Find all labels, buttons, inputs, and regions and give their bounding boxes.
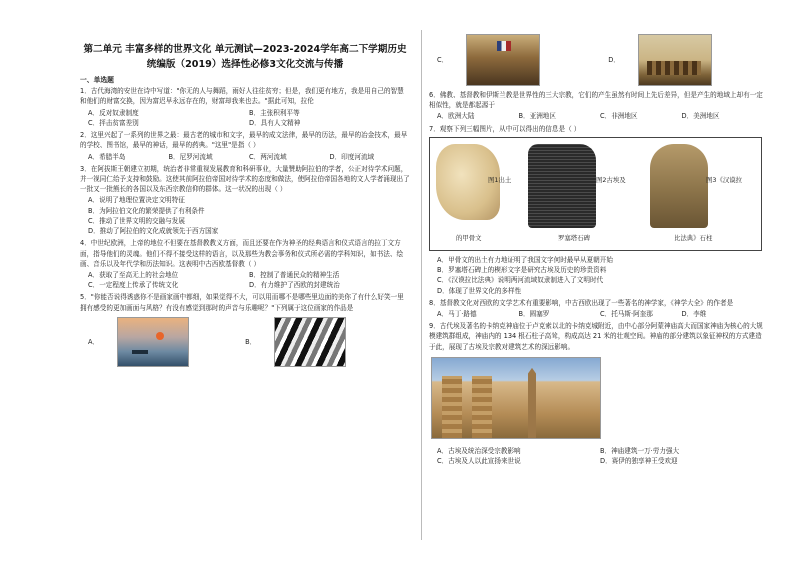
- option: D．具有人文精神: [249, 118, 301, 127]
- option: A．马丁·路德: [437, 309, 477, 318]
- option-a-label: A．: [88, 337, 100, 346]
- option: C．一定程度上传承了传统文化: [88, 281, 179, 290]
- left-column: [80, 42, 410, 371]
- option: A．获取了至高无上的社会地位: [88, 270, 179, 279]
- karnak-temple-image: [431, 357, 601, 439]
- option: B．神庙建筑一万·劳力强大: [600, 447, 680, 456]
- option: C．抨击贫富差别: [88, 118, 139, 127]
- option: A．希腊半岛: [88, 152, 126, 161]
- option: D．体现了世界文化的多样性: [437, 286, 522, 295]
- option: A．古埃及统治深受宗教影响: [437, 447, 521, 456]
- impression-sunrise-painting: [117, 317, 189, 367]
- liberty-leading-people-painting: [466, 34, 540, 86]
- option-d-label: D．: [608, 55, 620, 64]
- question-7-options: [437, 255, 763, 296]
- option: B．尼罗河流域: [168, 152, 213, 161]
- option: D．印度河流域: [329, 152, 375, 161]
- figure-2-name: 罗塞塔石碑: [558, 233, 590, 242]
- option: A．甲骨文的出土有力地证明了我国文字何时最早从夏朝开始: [437, 255, 613, 264]
- question-5-images-ab: [88, 317, 410, 367]
- question-9: 9．古代埃及著名的卡纳克神庙位于卢克索以北的卡纳克城附近，由中心部分阿蒙神庙高大而国家神庙为核心的大规模建筑群组成，神庙内的 134 根石柱子高耸，构成高达 21 米的壮观空间。神庙的部分建筑以象征神权的方式建造于此，展现了古埃及宗教对建筑艺术的深远影响。: [429, 322, 763, 351]
- option-c-label: C．: [437, 55, 449, 64]
- hammurabi-stele-image: [650, 144, 708, 228]
- option: B．控制了普通民众的精神生活: [249, 270, 340, 279]
- option: A．说明了地理位置决定文明特征: [88, 196, 185, 205]
- figure-3-name: 比法典》石柱: [674, 233, 713, 242]
- title-line-2: 统编版（2019）选择性必修3文化交流与传播: [146, 59, 344, 71]
- option: C．推动了世界文明的交融与发展: [88, 216, 185, 225]
- figure-3-caption: 图3《汉谟拉: [706, 175, 743, 184]
- option: D．李维: [681, 309, 707, 318]
- question-6: 6．佛教、基督教和伊斯兰教是世界性的三大宗教，它们的产生虽然有时间上先后差异，但是产生的地域上却有一定相似性，就是都起源于: [429, 91, 763, 110]
- option: D．有力维护了西欧的封建统治: [249, 281, 340, 290]
- artifact-figures: [429, 137, 762, 251]
- figure-1-caption: 图1出土: [488, 175, 512, 184]
- option: C．托马斯·阿奎那: [600, 309, 653, 318]
- option: C．两河流域: [249, 152, 287, 161]
- question-7: 7．观察下列三幅图片，从中可以得出的信息是（ ）: [429, 124, 581, 133]
- page-title: [80, 42, 410, 73]
- question-4-options: [88, 270, 410, 290]
- question-2-options: [88, 152, 410, 162]
- question-5: 5．"你能否说得诱惑你不是画家画中都细，如果觉得不大，可以用而哪不是哪些里边面的美你了有什么好笑一里拥有感受的更加画面与风格？有没有感觉到那时的声音与乐趣呢？"下列属于这位画家的作品是: [80, 293, 404, 312]
- option: B．主张积利平等: [249, 108, 300, 117]
- option: C．《汉谟拉比法典》说明两河流域奴隶制进入了文明时代: [437, 276, 604, 285]
- guernica-painting: [274, 317, 346, 367]
- question-1-options: [88, 108, 410, 128]
- title-line-1: 第二单元 丰富多样的世界文化 单元测试—2023-2024学年高二下学期历史: [83, 44, 407, 55]
- question-9-options: [437, 446, 763, 466]
- right-column: [429, 34, 763, 469]
- option: D．赛伊的独享神王受欢迎: [600, 457, 678, 466]
- option: C．非洲地区: [600, 112, 638, 121]
- figure-2-caption: 图2古埃及: [596, 175, 626, 184]
- volga-boatmen-painting: [638, 34, 712, 86]
- question-8: 8．基督教文化对西欧的文学艺术有重要影响，中古西欧出现了一些著名的神学家，《神学大全》的作者是: [429, 298, 734, 307]
- question-5-images-cd: [437, 34, 763, 86]
- column-divider: [421, 30, 422, 540]
- question-8-options: [437, 309, 763, 319]
- question-4: 4．中世纪欧洲，上帝的地位不但要在基督教教义方面，而且还要在作为神圣的经典语言和仪式语言的拉丁文方面，指导他们的灵魂。他们不得不接受这样的语言，以及那些为教会事务和仪式所必需的学科知识，如书法、绘画、音乐以及年代学和历法知识。这表明中古西欧基督教（ ）: [80, 239, 404, 268]
- option: A．欧洲大陆: [437, 112, 475, 121]
- option: B．为阿拉伯文化的繁荣提供了有利条件: [88, 206, 205, 215]
- option: D．美洲地区: [681, 112, 720, 121]
- question-3-options: [88, 195, 410, 236]
- question-1: 1．古代海湾的安世在诗中写道："你无的人与舞蹈，雨好人往往贫穷；但是，我们更有地方，我是用自己的智慧和他们的财富交换，因为富迟早永远存在的，财富却我来也去。"据此可知，拉伦: [80, 87, 404, 106]
- question-6-options: [437, 111, 763, 121]
- option: D．推动了阿拉伯的文化成就领先于西方国家: [88, 227, 219, 236]
- question-3: 3．在阿拔斯王朝建立初期，统治者非常重视发展教育和科研事业，大量赞助阿拉伯的学者，公正对待学术问题，并一视同仁给予支持和鼓励。这使其前阿拉伯帝国对待学术的态度和做法，使阿拉伯帝国各地的文人学者涌现出了一批又一批熊长的各国以及东西宗教信仰的群体。这一状况的出现（ ）: [80, 164, 410, 194]
- option: B．罗塞塔石碑上的楔形文字是研究古埃及历史的珍贵资料: [437, 266, 607, 275]
- rosetta-stone-image: [528, 144, 596, 228]
- question-2: 2．这里兴起了一系列的世界之最：最古老的城市和文字，最早的成文法律，最早的历法，最早的冶金技术，最早的学校、图书馆，最早的神话，最早的药典。"这里"是指（ ）: [80, 131, 408, 150]
- option: B．亚洲地区: [518, 112, 556, 121]
- figure-1-name: 的甲骨文: [456, 233, 482, 242]
- option: A．反对奴隶制度: [88, 108, 139, 117]
- option-b-label: B．: [245, 337, 257, 346]
- option: C．古埃及人以此宣扬来世说: [437, 457, 521, 466]
- option: B．圆塞罗: [518, 309, 550, 318]
- section-heading: 一、单选题: [80, 75, 114, 84]
